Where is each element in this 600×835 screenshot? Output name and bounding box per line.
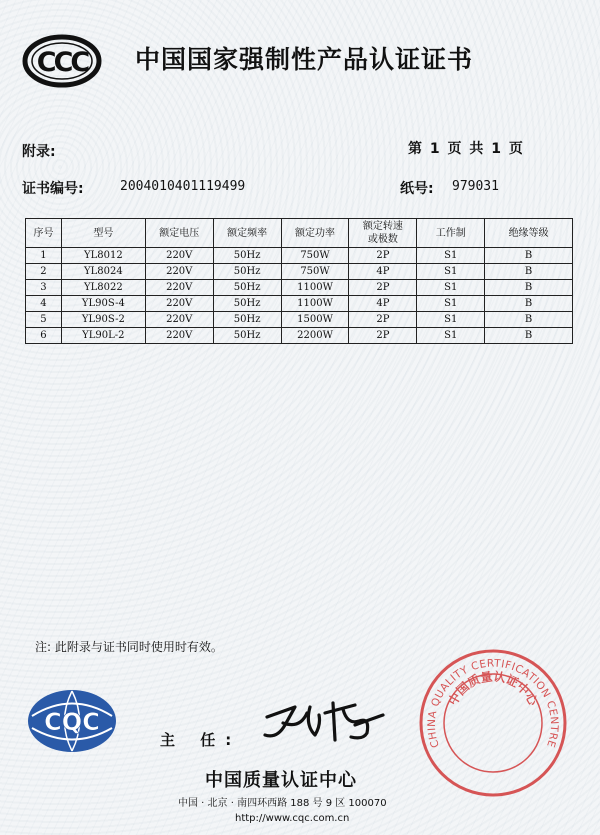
- paper-number: 979031: [452, 179, 499, 194]
- cell-insulation: B: [485, 312, 573, 328]
- cell-insulation: B: [485, 296, 573, 312]
- cell-voltage: 220V: [145, 248, 213, 264]
- cell-index: 3: [26, 280, 62, 296]
- cell-power: 1100W: [281, 296, 349, 312]
- cell-speed: 4P: [349, 264, 417, 280]
- ccc-logo-icon: [22, 34, 102, 88]
- product-spec-table: [25, 218, 573, 344]
- cell-duty: S1: [417, 296, 485, 312]
- cell-model: YL8024: [61, 264, 145, 280]
- ccc-logo-text: CCC: [36, 47, 88, 78]
- cell-speed: 4P: [349, 296, 417, 312]
- page-title: 中国国家强制性产品认证证书: [135, 45, 474, 74]
- col-header-index: 序号: [26, 219, 62, 248]
- cell-insulation: B: [485, 328, 573, 344]
- col-header-voltage: 额定电压: [145, 219, 213, 248]
- cell-power: 1500W: [281, 312, 349, 328]
- col-header-frequency: 额定频率: [213, 219, 281, 248]
- appendix-label: 附录:: [22, 144, 56, 160]
- cell-insulation: B: [485, 280, 573, 296]
- cell-speed: 2P: [349, 328, 417, 344]
- cell-duty: S1: [417, 280, 485, 296]
- cell-frequency: 50Hz: [213, 328, 281, 344]
- cell-model: YL90S-4: [61, 296, 145, 312]
- cqc-logo-icon: [22, 686, 122, 756]
- cell-frequency: 50Hz: [213, 248, 281, 264]
- cell-duty: S1: [417, 248, 485, 264]
- svg-text:中国质量认证中心: 中国质量认证中心: [445, 669, 541, 708]
- col-header-speed: 额定转速 或极数: [349, 219, 417, 248]
- paper-number-label: 纸号:: [400, 181, 434, 197]
- certification-center-name: 中国质量认证中心: [205, 770, 357, 791]
- cell-frequency: 50Hz: [213, 312, 281, 328]
- cell-model: YL8012: [61, 248, 145, 264]
- cell-voltage: 220V: [145, 280, 213, 296]
- cell-index: 4: [26, 296, 62, 312]
- cell-insulation: B: [485, 248, 573, 264]
- table-row: [26, 248, 573, 264]
- table-row: [26, 264, 573, 280]
- page-indicator: 第 1 页 共 1 页: [408, 141, 523, 157]
- cell-voltage: 220V: [145, 312, 213, 328]
- cell-power: 750W: [281, 264, 349, 280]
- certificate-number-label: 证书编号:: [22, 181, 84, 197]
- official-seal: [418, 648, 568, 798]
- cell-frequency: 50Hz: [213, 280, 281, 296]
- col-header-duty: 工作制: [417, 219, 485, 248]
- cell-power: 1100W: [281, 280, 349, 296]
- cell-speed: 2P: [349, 248, 417, 264]
- cell-power: 2200W: [281, 328, 349, 344]
- center-website: http://www.cqc.com.cn: [235, 813, 350, 824]
- cell-duty: S1: [417, 264, 485, 280]
- cell-frequency: 50Hz: [213, 264, 281, 280]
- cell-index: 1: [26, 248, 62, 264]
- cell-duty: S1: [417, 328, 485, 344]
- col-header-model: 型号: [61, 219, 145, 248]
- cell-index: 6: [26, 328, 62, 344]
- col-header-power: 额定功率: [281, 219, 349, 248]
- certificate-number: 2004010401119499: [120, 179, 246, 194]
- cell-power: 750W: [281, 248, 349, 264]
- svg-text:CHINA QUALITY CERTIFICATION CE: CHINA QUALITY CERTIFICATION CENTRE: [425, 657, 561, 750]
- table-row: [26, 312, 573, 328]
- cell-frequency: 50Hz: [213, 296, 281, 312]
- cell-voltage: 220V: [145, 296, 213, 312]
- director-label: 主 任:: [160, 731, 242, 749]
- cell-model: YL90L-2: [61, 328, 145, 344]
- validity-note: 注: 此附录与证书同时使用时有效。: [35, 640, 223, 654]
- cell-voltage: 220V: [145, 328, 213, 344]
- cqc-logo-text: CQC: [44, 708, 100, 736]
- table-row: [26, 280, 573, 296]
- cell-speed: 2P: [349, 280, 417, 296]
- cell-insulation: B: [485, 264, 573, 280]
- director-signature: [255, 695, 390, 745]
- cell-speed: 2P: [349, 312, 417, 328]
- cell-index: 2: [26, 264, 62, 280]
- col-header-insulation: 绝缘等级: [485, 219, 573, 248]
- center-address: 中国 · 北京 · 南四环西路 188 号 9 区 100070: [178, 798, 387, 809]
- cell-index: 5: [26, 312, 62, 328]
- cell-model: YL90S-2: [61, 312, 145, 328]
- table-row: [26, 296, 573, 312]
- table-header-row: [26, 219, 573, 248]
- cell-duty: S1: [417, 312, 485, 328]
- cell-voltage: 220V: [145, 264, 213, 280]
- table-row: [26, 328, 573, 344]
- cell-model: YL8022: [61, 280, 145, 296]
